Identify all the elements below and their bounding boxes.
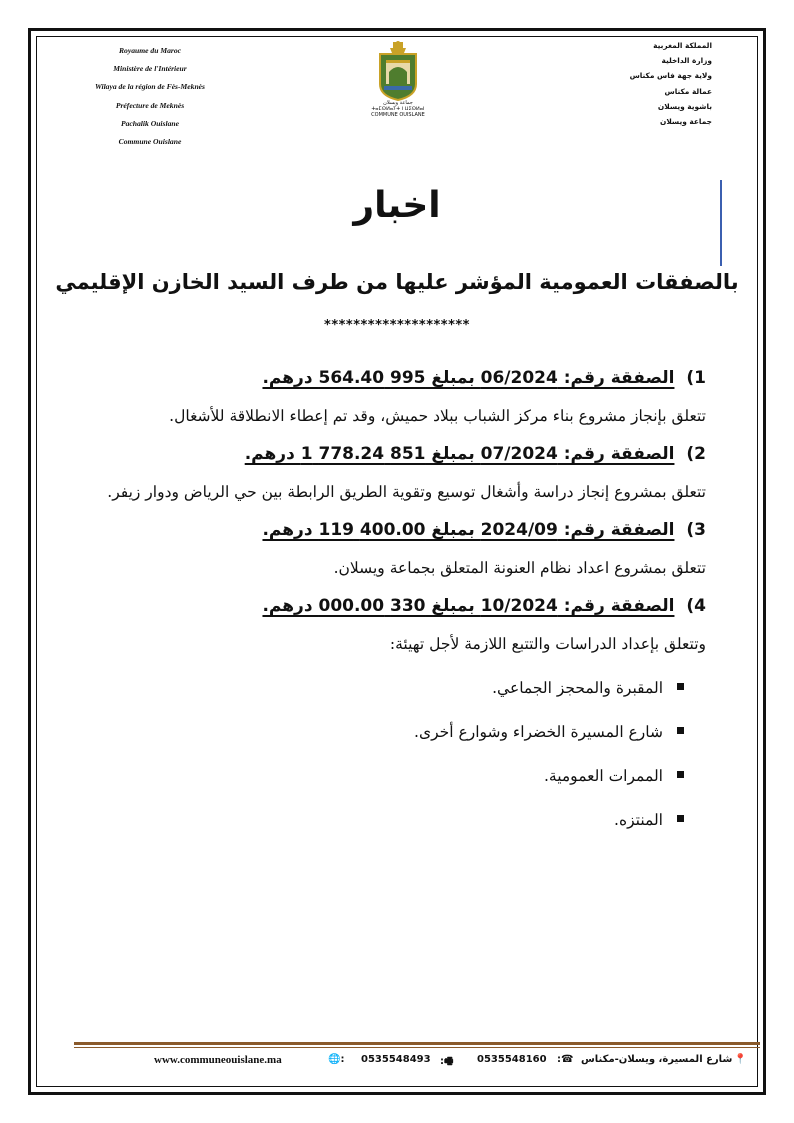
deal-title: الصفقة رقم: 06/2024 بمبلغ 995 564.40 درهم.	[262, 368, 675, 388]
logo-caption-ar: جماعة ويسلان	[383, 100, 413, 106]
logo-caption	[362, 100, 434, 118]
main-content	[70, 362, 706, 842]
header-right-line: المملكة المغربية	[653, 41, 712, 50]
deal-title: الصفقة رقم: 2024/09 بمبلغ 400.00 119 درهم.	[262, 520, 675, 540]
list-item	[70, 754, 684, 798]
deal-item	[70, 438, 706, 514]
list-item-text: الممرات العمومية.	[543, 767, 663, 785]
header-left-line: Wilaya de la région de Fès-Meknès	[94, 82, 206, 92]
header-right-line: جماعة ويسلان	[660, 117, 712, 127]
deal-number: 2)	[686, 444, 706, 464]
square-bullet-icon	[677, 771, 684, 778]
logo-caption-fr: COMMUNE OUISLANE	[371, 112, 425, 118]
footer	[150, 1052, 754, 1072]
deal-heading	[70, 590, 706, 622]
footer-rule-thin	[74, 1047, 760, 1048]
list-item	[70, 666, 684, 710]
location-pin-icon: 📍	[734, 1054, 747, 1065]
page-title: اخبار	[353, 185, 441, 226]
header-left-line: Ministère de l'Intérieur	[113, 64, 187, 74]
square-bullet-icon	[677, 727, 684, 734]
deal-number: 1)	[686, 368, 706, 388]
square-bullet-icon	[677, 683, 684, 690]
footer-address: شارع المسيرة، ويسلان-مكناس	[581, 1054, 733, 1065]
bullet-list	[70, 666, 706, 842]
header-left-fr	[62, 42, 238, 151]
deal-heading	[70, 514, 706, 546]
footer-website[interactable]: www.communeouislane.ma	[154, 1054, 282, 1066]
footer-rule	[74, 1042, 760, 1045]
header-right-line: عمالة مكناس	[664, 86, 712, 96]
header-left-line: Royaume du Maroc	[118, 46, 182, 55]
deal-number: 3)	[686, 520, 706, 540]
logo-caption-tfng: ⵜⴰⵎⵙⵍⴰⵢⵜ ⵏ ⵡⵉⵙⵍⴰⵏ	[371, 106, 425, 112]
header-right-line: ولاية جهة فاس مكناس	[629, 71, 712, 81]
page-subtitle: بالصفقات العمومية المؤشر عليها من طرف السيد الخازن الإقليمي	[55, 270, 739, 294]
globe-icon: 🌐:	[328, 1054, 345, 1065]
deal-item	[70, 514, 706, 590]
deal-number: 4)	[686, 596, 706, 616]
deal-title: الصفقة رقم: 07/2024 بمبلغ 851 778.24 1 درهم.	[244, 444, 675, 464]
deal-description: تتعلق بإنجاز مشروع بناء مركز الشباب ببلاد حميش، وقد تم إعطاء الانطلاقة للأشغال.	[169, 407, 706, 425]
header-right-line: باشوية ويسلان	[657, 101, 712, 111]
footer-phone: 0535548160	[477, 1054, 547, 1065]
deal-item	[70, 590, 706, 666]
deal-description: تتعلق بمشروع إنجاز دراسة وأشغال توسيع وتقوية الطريق الرابطة بين حي الرياض ودوار زيفر.	[107, 483, 706, 501]
list-item-text: شارع المسيرة الخضراء وشوارع أخرى.	[414, 723, 663, 741]
separator: ********************	[324, 318, 470, 333]
header-right-line: وزارة الداخلية	[661, 56, 712, 66]
list-item	[70, 798, 684, 842]
header-left-line: Préfecture de Meknès	[115, 100, 185, 110]
phone-icon: :☎	[557, 1054, 574, 1065]
footer-fax: 0535548493	[361, 1054, 431, 1065]
deal-item	[70, 362, 706, 438]
list-item	[70, 710, 684, 754]
square-bullet-icon	[677, 815, 684, 822]
deal-title: الصفقة رقم: 10/2024 بمبلغ 330 000.00 درهم.	[262, 596, 675, 616]
list-item-text: المقبرة والمحجز الجماعي.	[492, 679, 663, 697]
deal-description: تتعلق بمشروع اعداد نظام العنونة المتعلق بجماعة ويسلان.	[333, 559, 706, 577]
deal-heading	[70, 438, 706, 470]
header-left-line: Pachalik Ouislane	[120, 118, 179, 128]
deal-description: وتتعلق بإعداد الدراسات والتتبع اللازمة لأجل تهيئة:	[389, 635, 706, 653]
list-item-text: المنتزه.	[614, 811, 663, 829]
header-right-ar	[612, 38, 712, 129]
deal-heading	[70, 362, 706, 394]
header-left-line: Commune Ouislane	[118, 137, 182, 147]
fax-icon: :🖷	[440, 1056, 454, 1067]
